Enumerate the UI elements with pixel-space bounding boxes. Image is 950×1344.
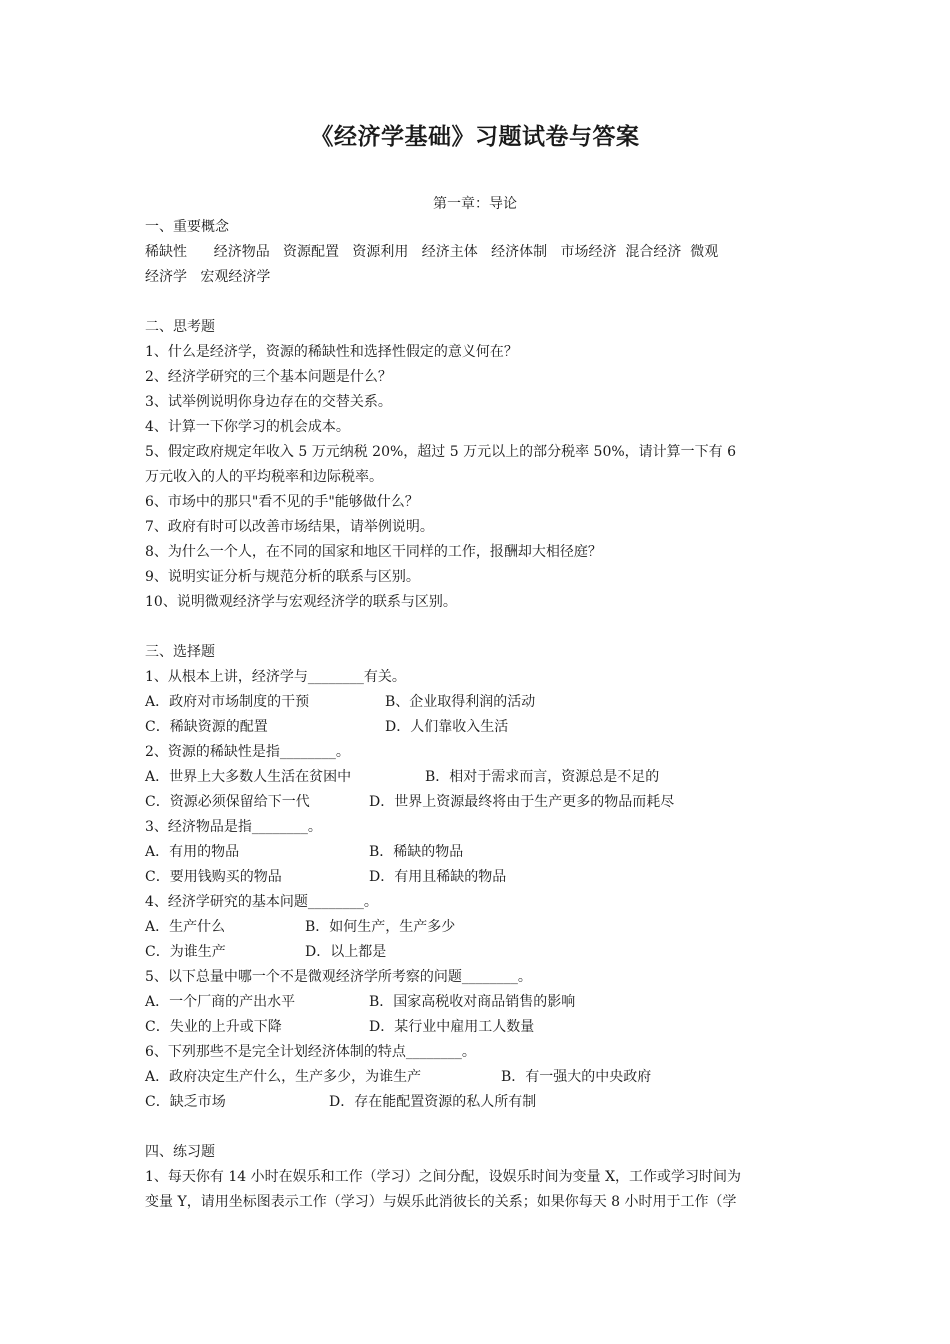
thinking-question-3: 3、试举例说明你身边存在的交替关系。: [145, 394, 392, 410]
option-d: D．以上都是: [305, 944, 387, 960]
thinking-question-2: 2、经济学研究的三个基本问题是什么？: [145, 369, 392, 385]
choice-question-1-stem: 1、从根本上讲，经济学与________有关。: [145, 669, 406, 685]
section-heading-choice: 三、选择题: [145, 644, 215, 660]
option-a: A．政府对市场制度的干预: [145, 694, 310, 710]
thinking-question-5-line-2: 万元收入的人的平均税率和边际税率。: [145, 469, 383, 485]
option-b: B．相对于需求而言，资源总是不足的: [425, 769, 660, 785]
chapter-heading: 第一章：导论: [433, 196, 517, 212]
option-b: B．国家高税收对商品销售的影响: [369, 994, 576, 1010]
option-d: D．某行业中雇用工人数量: [369, 1019, 535, 1035]
option-c: C．缺乏市场: [145, 1094, 226, 1110]
choice-question-1-options-cd: [145, 715, 815, 740]
choice-question-3-options-cd: [145, 865, 815, 890]
option-b: B．有一强大的中央政府: [501, 1069, 652, 1085]
thinking-question-7: 7、政府有时可以改善市场结果，请举例说明。: [145, 519, 434, 535]
option-c: C．资源必须保留给下一代: [145, 794, 310, 810]
section-heading-thinking: 二、思考题: [145, 319, 215, 335]
section-heading-exercise: 四、练习题: [145, 1144, 215, 1160]
choice-question-4-options-ab: [145, 915, 815, 940]
option-b: B．稀缺的物品: [369, 844, 464, 860]
option-a: A．一个厂商的产出水平: [145, 994, 296, 1010]
choice-question-4-stem: 4、经济学研究的基本问题________。: [145, 894, 378, 910]
option-b: B．如何生产，生产多少: [305, 919, 456, 935]
option-a: A．有用的物品: [145, 844, 240, 860]
choice-question-4-options-cd: [145, 940, 815, 965]
option-d: D．世界上资源最终将由于生产更多的物品而耗尽: [369, 794, 675, 810]
option-a: A．政府决定生产什么，生产多少，为谁生产: [145, 1069, 422, 1085]
choice-question-2-stem: 2、资源的稀缺性是指________。: [145, 744, 350, 760]
exercise-line-2: 变量 Y，请用坐标图表示工作（学习）与娱乐此消彼长的关系；如果你每天 8 小时用于工作（学: [145, 1194, 737, 1210]
concepts-line-2: 经济学 宏观经济学: [145, 269, 271, 285]
option-c: C．为谁生产: [145, 944, 226, 960]
thinking-question-9: 9、说明实证分析与规范分析的联系与区别。: [145, 569, 420, 585]
choice-question-5-options-ab: [145, 990, 815, 1015]
choice-question-5-stem: 5、以下总量中哪一个不是微观经济学所考察的问题________。: [145, 969, 532, 985]
thinking-question-10: 10、说明微观经济学与宏观经济学的联系与区别。: [145, 594, 457, 610]
option-c: C．要用钱购买的物品: [145, 869, 282, 885]
choice-question-3-stem: 3、经济物品是指________。: [145, 819, 322, 835]
option-d: D．有用且稀缺的物品: [369, 869, 507, 885]
exercise-line-1: 1、每天你有 14 小时在娱乐和工作（学习）之间分配，设娱乐时间为变量 X，工作或学习时间为: [145, 1169, 742, 1185]
thinking-question-1: 1、什么是经济学，资源的稀缺性和选择性假定的意义何在？: [145, 344, 518, 360]
option-a: A．生产什么: [145, 919, 226, 935]
option-c: C．失业的上升或下降: [145, 1019, 282, 1035]
option-b: B、企业取得利润的活动: [385, 694, 536, 710]
option-a: A．世界上大多数人生活在贫困中: [145, 769, 352, 785]
option-d: D．存在能配置资源的私人所有制: [329, 1094, 537, 1110]
option-c: C．稀缺资源的配置: [145, 719, 268, 735]
choice-question-1-options-ab: [145, 690, 815, 715]
section-heading-concepts: 一、重要概念: [145, 219, 229, 235]
choice-question-2-options-ab: [145, 765, 815, 790]
option-d: D．人们靠收入生活: [385, 719, 509, 735]
document-title: 《经济学基础》习题试卷与答案: [310, 124, 640, 150]
choice-question-6-stem: 6、下列那些不是完全计划经济体制的特点________。: [145, 1044, 476, 1060]
choice-question-6-options-ab: [145, 1065, 815, 1090]
thinking-question-5-line-1: 5、假定政府规定年收入 5 万元纳税 20%，超过 5 万元以上的部分税率 50%，请计算一下有 6: [145, 444, 737, 460]
thinking-question-4: 4、计算一下你学习的机会成本。: [145, 419, 350, 435]
choice-question-6-options-cd: [145, 1090, 815, 1115]
choice-question-2-options-cd: [145, 790, 815, 815]
choice-question-5-options-cd: [145, 1015, 815, 1040]
choice-question-3-options-ab: [145, 840, 815, 865]
document-body: [145, 215, 815, 1215]
thinking-question-8: 8、为什么一个人，在不同的国家和地区干同样的工作，报酬却大相径庭？: [145, 544, 602, 560]
thinking-question-6: 6、市场中的那只"看不见的手"能够做什么？: [145, 494, 419, 510]
concepts-line-1: 稀缺性 经济物品 资源配置 资源利用 经济主体 经济体制 市场经济 混合经济 微观: [145, 244, 719, 260]
